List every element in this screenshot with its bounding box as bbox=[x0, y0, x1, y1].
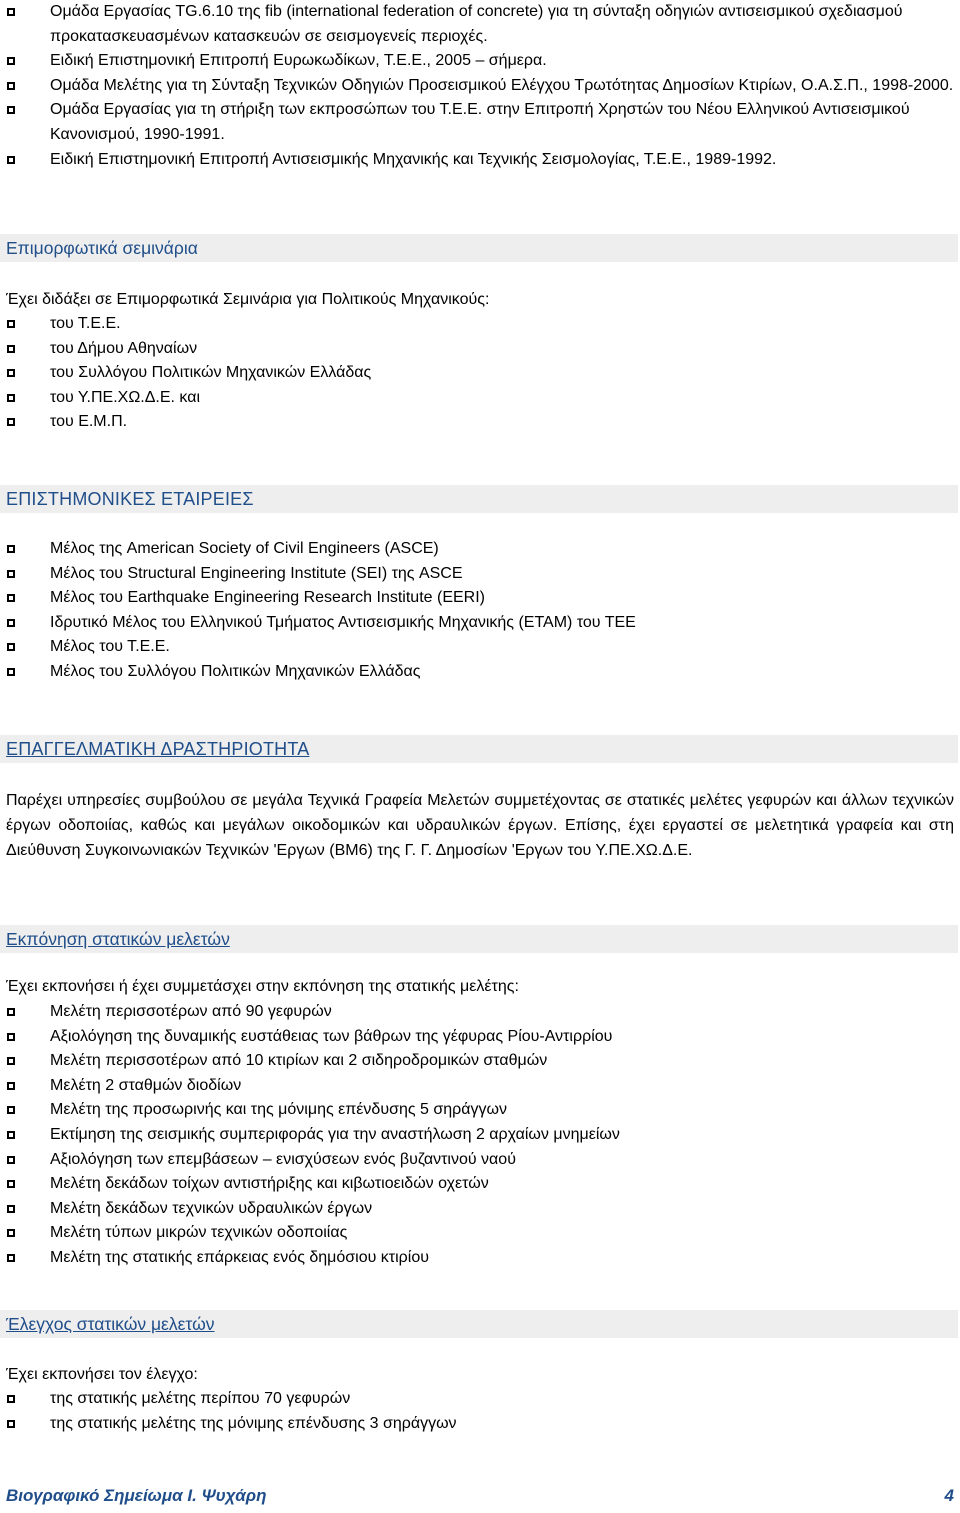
seminars-list bbox=[0, 312, 958, 435]
square-bullet-icon bbox=[7, 1057, 15, 1065]
list-item: Εκτίμηση της σεισμικής συμπεριφοράς για την αναστήλωση 2 αρχαίων μνημείων bbox=[0, 1123, 958, 1148]
square-bullet-icon bbox=[7, 418, 15, 426]
square-bullet-icon bbox=[7, 106, 15, 114]
square-bullet-icon bbox=[7, 668, 15, 676]
societies-list bbox=[0, 537, 958, 685]
committees-list bbox=[0, 0, 958, 172]
studies-intro: Έχει εκπονήσει ή έχει συμμετάσχει στην εκπόνηση της στατικής μελέτης: bbox=[6, 978, 519, 995]
square-bullet-icon bbox=[7, 570, 15, 578]
list-item: Μελέτη περισσοτέρων από 10 κτιρίων και 2 σιδηροδρομικών σταθμών bbox=[0, 1049, 958, 1074]
list-item: του Τ.Ε.Ε. bbox=[0, 312, 958, 337]
list-item: της στατικής μελέτης της μόνιμης επένδυσης 3 σηράγγων bbox=[0, 1412, 958, 1437]
list-item: Μέλος του Earthquake Engineering Research Institute (EERI) bbox=[0, 586, 958, 611]
section-heading-studies: Εκπόνηση στατικών μελετών bbox=[0, 925, 958, 953]
list-item: Μελέτη 2 σταθμών διοδίων bbox=[0, 1074, 958, 1099]
list-item: Μελέτη περισσοτέρων από 90 γεφυρών bbox=[0, 1000, 958, 1025]
square-bullet-icon bbox=[7, 619, 15, 627]
section-heading-societies: ΕΠΙΣΤΗΜΟΝΙΚΕΣ ΕΤΑΙΡΕΙΕΣ bbox=[0, 485, 958, 513]
list-item: Ειδική Επιστημονική Επιτροπή Αντισεισμικής Μηχανικής και Τεχνικής Σεισμολογίας, Τ.Ε.Ε., 1989-1992. bbox=[0, 148, 958, 173]
list-item: Ειδική Επιστημονική Επιτροπή Ευρωκωδίκων, Τ.Ε.Ε., 2005 – σήμερα. bbox=[0, 49, 958, 74]
square-bullet-icon bbox=[7, 1131, 15, 1139]
square-bullet-icon bbox=[7, 345, 15, 353]
square-bullet-icon bbox=[7, 369, 15, 377]
list-item: Ομάδα Εργασίας για τη στήριξη των εκπροσώπων του Τ.Ε.Ε. στην Επιτροπή Χρηστών του Νέου Ελληνικού Αντισεισμικού Κανονισμού, 1990-1991. bbox=[0, 98, 958, 147]
square-bullet-icon bbox=[7, 1156, 15, 1164]
list-item: Μέλος του Συλλόγου Πολιτικών Μηχανικών Ελλάδας bbox=[0, 660, 958, 685]
professional-paragraph: Παρέχει υπηρεσίες συμβούλου σε μεγάλα Τεχνικά Γραφεία Μελετών συμμετέχοντας σε στατικές μελέτες γεφυρών και άλλων τεχνικών έργων οδοποιίας, καθώς και μεγάλων οικοδομικών και υδραυλικών έργων. Επίσης, έχει εργαστεί σε μελετητικά γραφεία και στη Διεύθυνση Συγκοινωνιακών Τεχνικών 'Εργων (ΒΜ6) της Γ. Γ. Δημοσίων 'Εργων του Υ.ΠΕ.ΧΩ.Δ.Ε. bbox=[6, 792, 954, 859]
square-bullet-icon bbox=[7, 1082, 15, 1090]
list-item: του Ε.Μ.Π. bbox=[0, 410, 958, 435]
checks-intro: Έχει εκπονήσει τον έλεγχο: bbox=[6, 1366, 198, 1383]
footer-title: Βιογραφικό Σημείωμα Ι. Ψυχάρη bbox=[6, 1486, 267, 1505]
square-bullet-icon bbox=[7, 1254, 15, 1262]
list-item: Μελέτη της στατικής επάρκειας ενός δημόσιου κτιρίου bbox=[0, 1246, 958, 1271]
list-item: Μέλος του Τ.Ε.Ε. bbox=[0, 635, 958, 660]
page-footer bbox=[6, 1484, 954, 1506]
section-heading-professional: ΕΠΑΓΓΕΛΜΑΤΙΚΗ ΔΡΑΣΤΗΡΙΟΤΗΤΑ bbox=[0, 735, 958, 763]
list-item: Αξιολόγηση της δυναμικής ευστάθειας των βάθρων της γέφυρας Ρίου-Αντιρρίου bbox=[0, 1025, 958, 1050]
checks-list bbox=[0, 1387, 958, 1436]
square-bullet-icon bbox=[7, 1229, 15, 1237]
square-bullet-icon bbox=[7, 1033, 15, 1041]
committees-list-block bbox=[0, 0, 958, 172]
list-item: Μέλος της American Society of Civil Engineers (ASCE) bbox=[0, 537, 958, 562]
studies-list bbox=[0, 1000, 958, 1271]
checks-list-block bbox=[0, 1387, 958, 1436]
list-item: Μέλος του Structural Engineering Institute (SEI) της ASCE bbox=[0, 562, 958, 587]
section-heading-checks: Έλεγχος στατικών μελετών bbox=[0, 1310, 958, 1338]
list-item: του Συλλόγου Πολιτικών Μηχανικών Ελλάδας bbox=[0, 361, 958, 386]
square-bullet-icon bbox=[7, 594, 15, 602]
square-bullet-icon bbox=[7, 643, 15, 651]
list-item: Αξιολόγηση των επεμβάσεων – ενισχύσεων ενός βυζαντινού ναού bbox=[0, 1148, 958, 1173]
list-item: Μελέτη δεκάδων τεχνικών υδραυλικών έργων bbox=[0, 1197, 958, 1222]
square-bullet-icon bbox=[7, 1395, 15, 1403]
square-bullet-icon bbox=[7, 1106, 15, 1114]
societies-list-block bbox=[0, 537, 958, 685]
list-item: Μελέτη της προσωρινής και της μόνιμης επένδυσης 5 σηράγγων bbox=[0, 1098, 958, 1123]
list-item: του Υ.ΠΕ.ΧΩ.Δ.Ε. και bbox=[0, 386, 958, 411]
square-bullet-icon bbox=[7, 1008, 15, 1016]
square-bullet-icon bbox=[7, 82, 15, 90]
square-bullet-icon bbox=[7, 320, 15, 328]
square-bullet-icon bbox=[7, 545, 15, 553]
list-item: Ομάδα Μελέτης για τη Σύνταξη Τεχνικών Οδηγιών Προσεισμικού Ελέγχου Τρωτότητας Δημοσίων Κτιρίων, Ο.Α.Σ.Π., 1998-2000. bbox=[0, 74, 958, 99]
list-item: Μελέτη τύπων μικρών τεχνικών οδοποιίας bbox=[0, 1221, 958, 1246]
square-bullet-icon bbox=[7, 8, 15, 16]
seminars-intro: Έχει διδάξει σε Επιμορφωτικά Σεμινάρια για Πολιτικούς Μηχανικούς: bbox=[6, 291, 490, 308]
list-item: του Δήμου Αθηναίων bbox=[0, 337, 958, 362]
seminars-list-block bbox=[0, 312, 958, 435]
list-item: της στατικής μελέτης περίπου 70 γεφυρών bbox=[0, 1387, 958, 1412]
square-bullet-icon bbox=[7, 1205, 15, 1213]
list-item: Μελέτη δεκάδων τοίχων αντιστήριξης και κιβωτιοειδών οχετών bbox=[0, 1172, 958, 1197]
square-bullet-icon bbox=[7, 394, 15, 402]
square-bullet-icon bbox=[7, 57, 15, 65]
page-number: 4 bbox=[944, 1486, 954, 1505]
studies-list-block bbox=[0, 1000, 958, 1271]
section-heading-seminars: Επιμορφωτικά σεμινάρια bbox=[0, 234, 958, 262]
list-item: Ομάδα Εργασίας TG.6.10 της fib (international federation of concrete) για τη σύνταξη οδηγιών αντισεισμικού σχεδιασμού προκατασκευασμένων κατασκευών σε σεισμογενείς περιοχές. bbox=[0, 0, 958, 49]
list-item: Ιδρυτικό Μέλος του Ελληνικού Τμήματος Αντισεισμικής Μηχανικής (ΕΤΑΜ) του ΤΕΕ bbox=[0, 611, 958, 636]
square-bullet-icon bbox=[7, 1420, 15, 1428]
square-bullet-icon bbox=[7, 156, 15, 164]
square-bullet-icon bbox=[7, 1180, 15, 1188]
